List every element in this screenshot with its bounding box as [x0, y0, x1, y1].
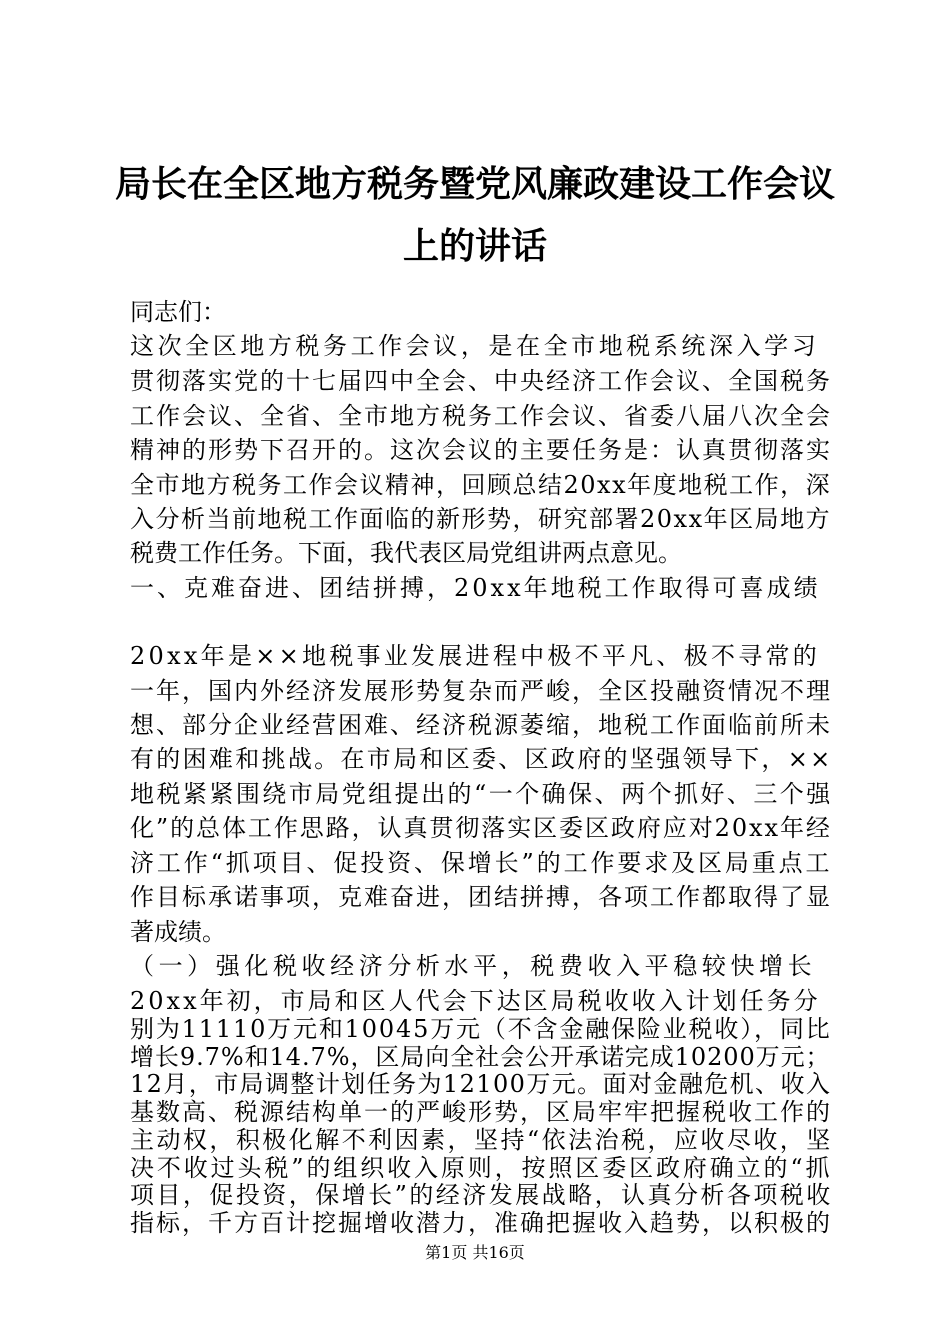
body-line: 有的困难和挑战。在市局和区委、区政府的坚强领导下，×× [130, 745, 833, 773]
body-line: 20xx年是××地税事业发展进程中极不平凡、极不寻常的 [130, 642, 821, 670]
body-line: 决不收过头税”的组织收入原则，按照区委区政府确立的“抓 [130, 1153, 833, 1182]
body-line: 这次全区地方税务工作会议，是在全市地税系统深入学习 [130, 332, 820, 360]
body-line: 指标，千方百计挖掘增收潜力，准确把握收入趋势，以积极的 [130, 1209, 832, 1237]
body-line: 地税紧紧围绕市局党组提出的“一个确保、两个抓好、三个强 [130, 780, 833, 808]
body-line: 全市地方税务工作会议精神，回顾总结20xx年度地税工作，深 [130, 471, 832, 499]
body-line: 精神的形势下召开的。这次会议的主要任务是：认真贯彻落实 [130, 436, 832, 464]
body-line: 12月，市局调整计划任务为12100万元。面对金融危机、收入 [130, 1070, 832, 1099]
body-line: 入分析当前地税工作面临的新形势，研究部署20xx年区局地方 [130, 505, 832, 533]
body-line: 同志们： [130, 298, 226, 326]
body-line: 别为11110万元和10045万元（不含金融保险业税收），同比 [130, 1014, 832, 1043]
body-line: 项目，促投资，保增长”的经济发展战略，认真分析各项税收 [130, 1181, 833, 1210]
document-title-line-2: 上的讲话 [402, 225, 547, 267]
body-line: 一年，国内外经济发展形势复杂而严峻，全区投融资情况不理 [130, 677, 832, 705]
body-line: 主动权，积极化解不利因素，坚持“依法治税，应收尽收，坚 [130, 1125, 833, 1154]
document-title-line-1: 局长在全区地方税务暨党风廉政建设工作会议 [114, 163, 835, 205]
body-line: 20xx年初，市局和区人代会下达区局税收收入计划任务分 [130, 987, 821, 1015]
body-line: 税费工作任务。下面，我代表区局党组讲两点意见。 [130, 539, 682, 567]
body-line: 作目标承诺事项，克难奋进，团结拼搏，各项工作都取得了显 [130, 883, 832, 911]
body-line: 化”的总体工作思路，认真贯彻落实区委区政府应对20xx年经 [130, 814, 832, 842]
body-line: 著成绩。 [130, 918, 226, 946]
section-heading: 一、克难奋进、团结拼搏，20xx年地税工作取得可喜成绩 [130, 574, 821, 602]
body-line: 工作会议、全省、全市地方税务工作会议、省委八届八次全会 [130, 402, 832, 430]
body-line: 贯彻落实党的十七届四中全会、中央经济工作会议、全国税务 [130, 367, 832, 395]
page-number-footer: 第1页 共16页 [425, 1243, 525, 1262]
body-line: 济工作“抓项目、促投资、保增长”的工作要求及区局重点工 [130, 849, 833, 877]
body-line: 增长9.7%和14.7%，区局向全社会公开承诺完成10200万元； [130, 1042, 831, 1071]
subsection-heading: （一）强化税收经济分析水平，税费收入平稳较快增长 [130, 952, 817, 980]
body-line: 基数高、税源结构单一的严峻形势，区局牢牢把握税收工作的 [130, 1098, 832, 1126]
body-line: 想、部分企业经营困难、经济税源萎缩，地税工作面临前所未 [130, 711, 832, 739]
